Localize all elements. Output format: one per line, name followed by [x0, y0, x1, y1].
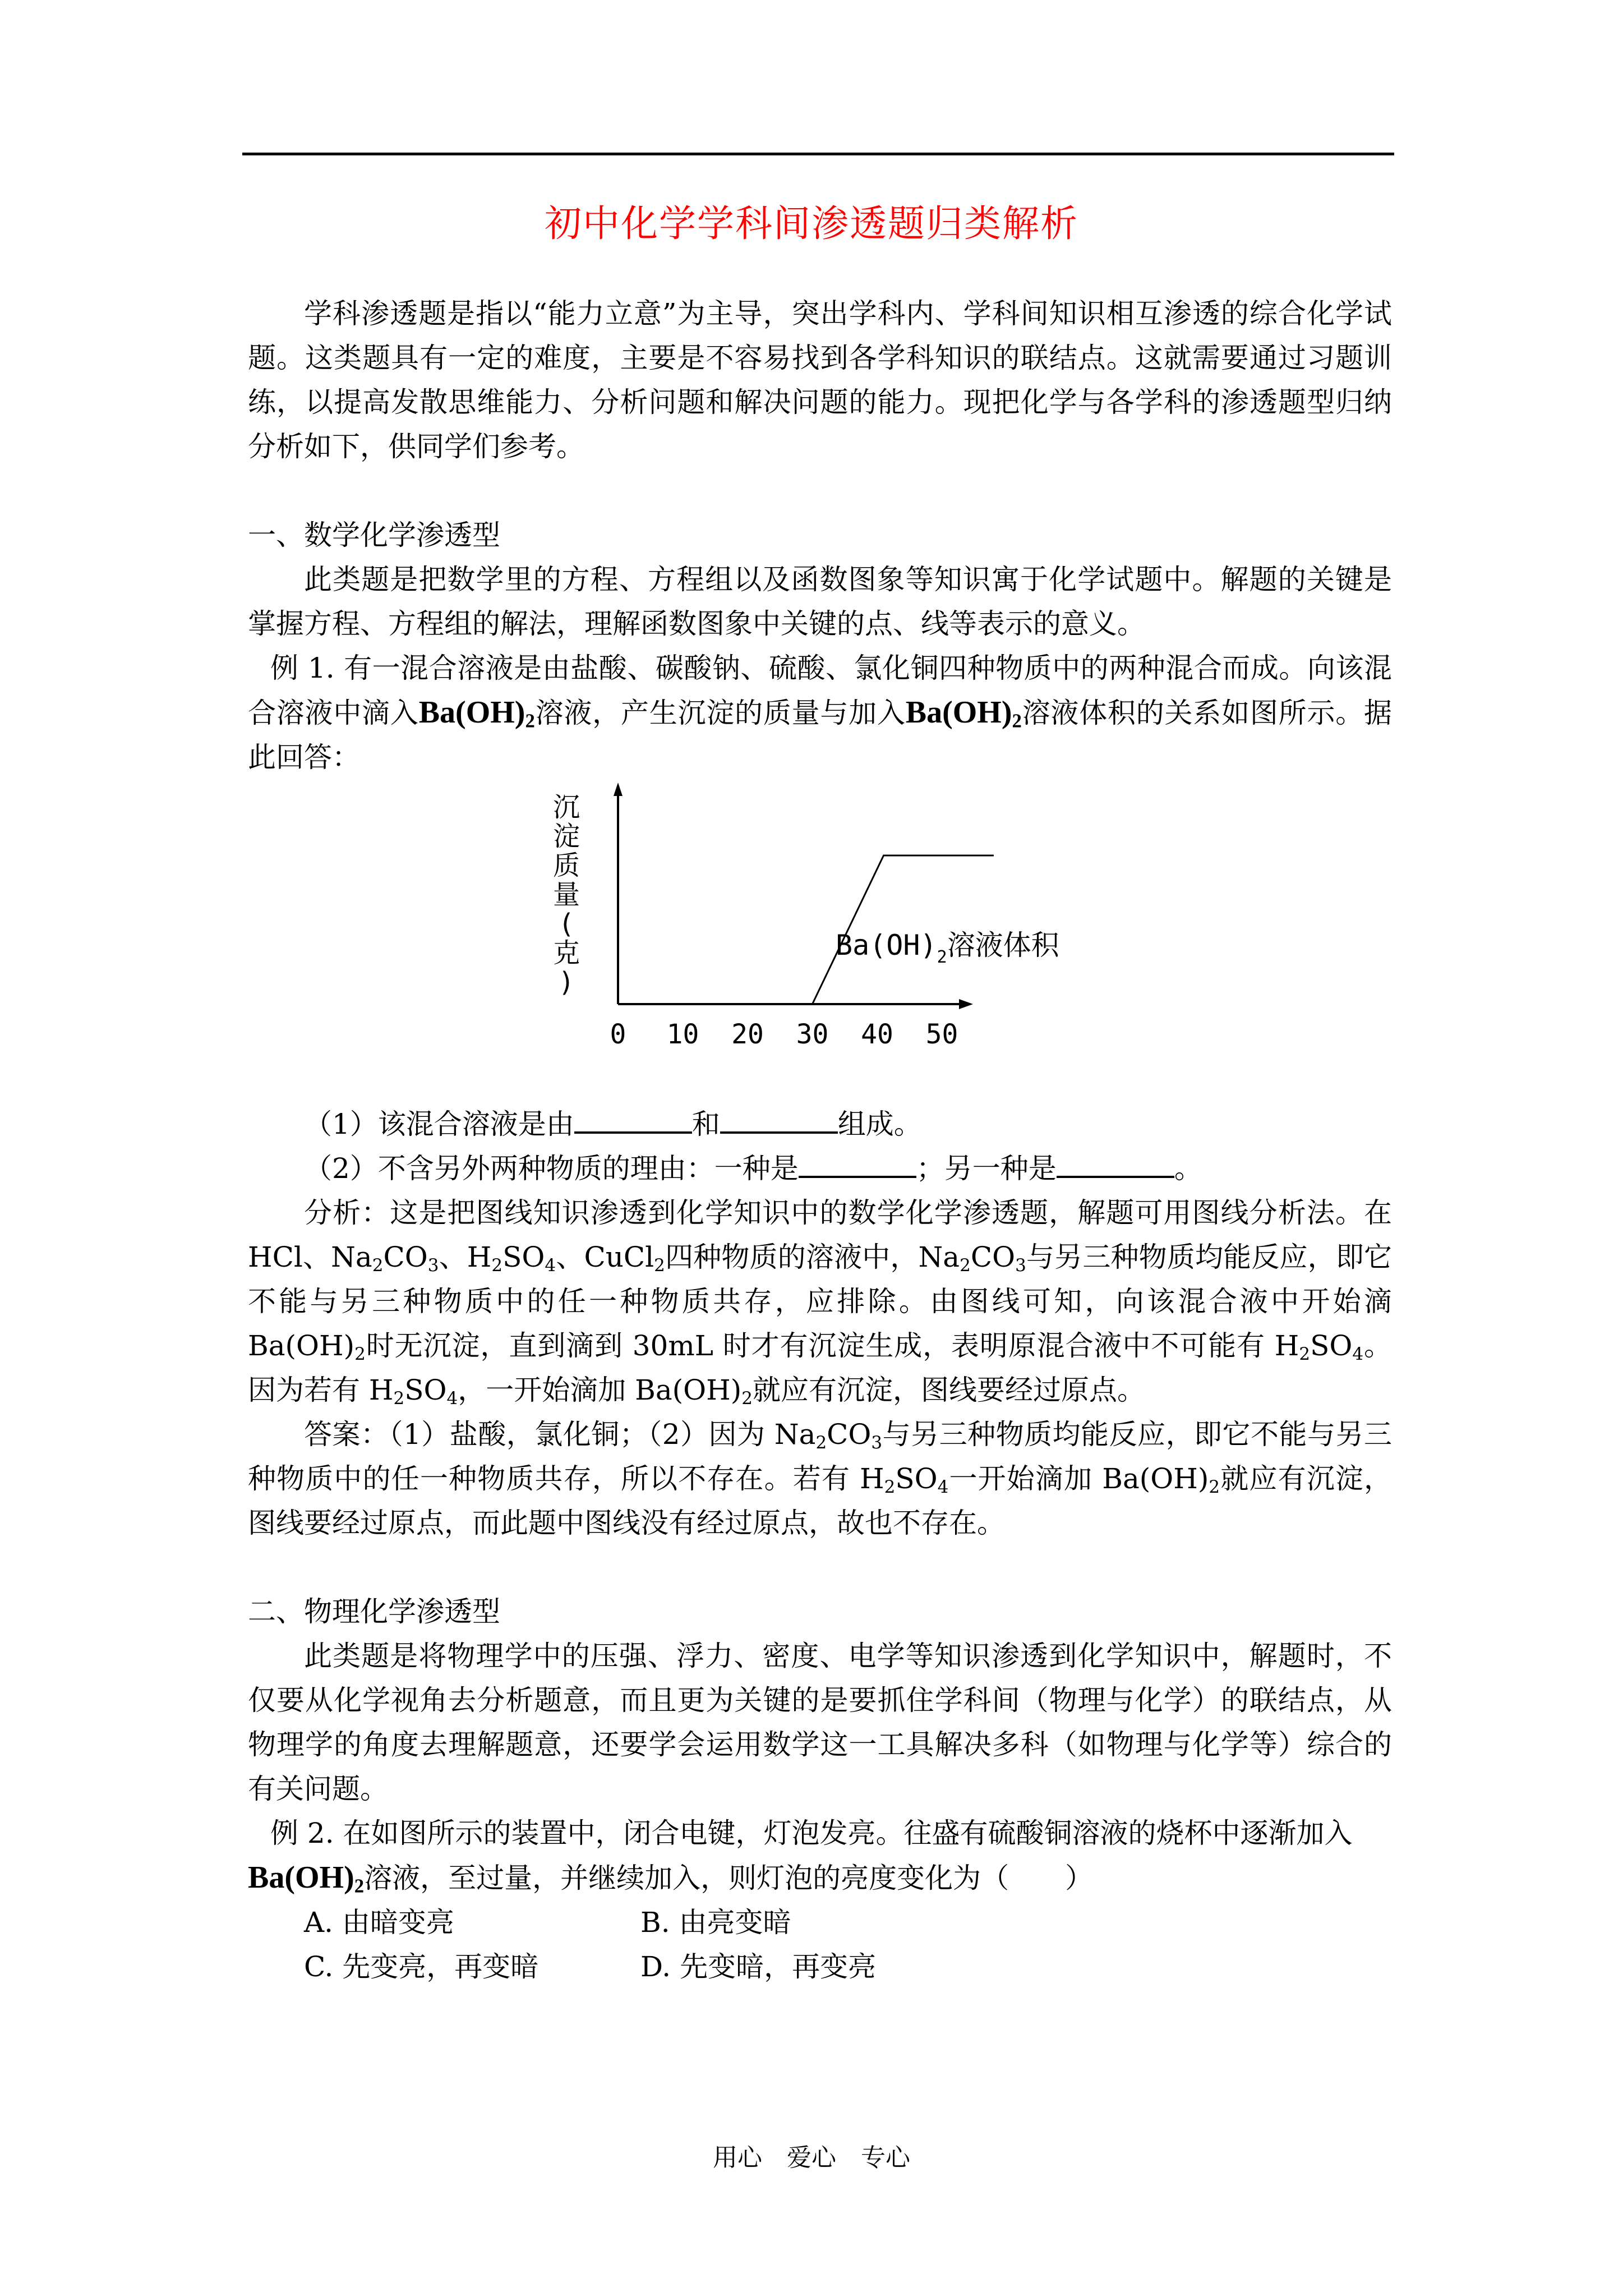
question-2: （2）不含另外两种物质的理由：一种是 ；另一种是 。	[248, 1147, 1392, 1191]
x-tick-labels	[610, 1019, 958, 1050]
x-tick-label: 30	[796, 1019, 829, 1050]
example1-part-b: 溶液，产生沉淀的质量与加入	[534, 697, 906, 729]
y-label-char: (	[558, 908, 575, 940]
header-rule	[242, 153, 1394, 155]
x-tick-label: 40	[861, 1019, 893, 1050]
question-1: （1）该混合溶液是由 和 组成。	[248, 1102, 1392, 1147]
series-line	[618, 855, 994, 1004]
option-c[interactable]: C. 先变亮，再变暗	[304, 1950, 539, 1983]
formula-baoh2: $Ba(OH)_2$	[248, 1860, 365, 1897]
analysis-paragraph: 分析：这是把图线知识渗透到化学知识中的数学化学渗透题，解题可用图线分析法。在 HCl、$Na_2CO_3$、$H_2SO_4$、CuCl$_2$四种物质的溶液中，$Na_2CO_3$与另三种物质均能反应，即它不能与另三种物质中的任一种物质共存，应排除。由图线可知，向该混合液中开始滴 $Ba(OH)_2$时无沉淀，直到滴到 30mL 时才有沉淀生成，表明原混合液中不可能有 $H_2SO_4$。因为若有 $H_2SO_4$，一开始滴加 $Ba(OH)_2$就应有沉淀，图线要经过原点。	[248, 1197, 1392, 1409]
answer-paragraph: 答案：（1）盐酸，氯化铜；（2）因为 $Na_2CO_3$与另三种物质均能反应，即它不能与另三种物质中的任一种物质共存，所以不存在。若有 $H_2SO_4$一开始滴加 $Ba(OH)_2$就应有沉淀，图线要经过原点，而此题中图线没有经过原点，故也不存在。	[248, 1418, 1393, 1539]
y-label-char: 克	[552, 937, 580, 969]
chart-svg	[538, 777, 1133, 1114]
option-a[interactable]: A. 由暗变亮	[304, 1906, 454, 1939]
example1-part-c: 溶液体积的关系如图所示。据此回答：	[248, 697, 1393, 774]
x-tick-label: 20	[731, 1019, 764, 1050]
answer-blank[interactable]	[720, 1103, 838, 1134]
answer-blank[interactable]	[1057, 1148, 1174, 1178]
section1-heading: 一、数学化学渗透型	[248, 519, 500, 551]
y-label-char: 量	[552, 879, 580, 910]
section2-desc: 此类题是将物理学中的压强、浮力、密度、电学等知识渗透到化学知识中，解题时，不仅要从化学视角去分析题意，而且更为关键的是要抓住学科间（物理与化学）的联结点，从物理学的角度去理解题意，还要学会运用数学这一工具解决多科（如物理与化学等）综合的有关问题。	[248, 1640, 1392, 1805]
intro-block	[248, 292, 1392, 780]
formula-baoh2: $Ba(OH)_2$	[418, 695, 535, 732]
document-title: 初中化学学科间渗透题归类解析	[545, 202, 1078, 245]
y-label-char: 质	[552, 850, 580, 881]
page-footer: 用心 爱心 专心	[713, 2143, 910, 2172]
y-label-char: 沉	[552, 792, 580, 823]
precipitate-chart	[538, 777, 1133, 1114]
x-tick-label: 10	[666, 1019, 699, 1050]
section2-heading: 二、物理化学渗透型	[248, 1595, 500, 1628]
option-d[interactable]: D. 先变暗，再变亮	[640, 1950, 877, 1983]
y-label-char: )	[558, 967, 575, 998]
y-axis-arrow	[614, 783, 623, 796]
questions-block	[248, 1102, 1392, 1989]
formula-baoh2: $Ba(OH)_2$	[905, 695, 1022, 732]
x-tick-label: 0	[610, 1019, 626, 1050]
intro-paragraph: 学科渗透题是指以“能力立意”为主导，突出学科内、学科间知识相互渗透的综合化学试题。这类题具有一定的难度，主要是不容易找到各学科知识的联结点。这就需要通过习题训练，以提高发散思维能力、分析问题和解决问题的能力。现把化学与各学科的渗透题型归纳分析如下，供同学们参考。	[248, 297, 1392, 463]
example2-text-cont: $Ba(OH)_2$溶液，至过量，并继续加入，则灯泡的亮度变化为（ ）	[248, 1860, 1094, 1897]
x-axis-arrow	[959, 999, 973, 1009]
answer-blank[interactable]	[574, 1103, 692, 1134]
example2-text: 例 2. 在如图所示的装置中，闭合电键，灯泡发亮。往盛有硫酸铜溶液的烧杯中逐渐加入	[270, 1817, 1353, 1849]
options-grid	[248, 1901, 1392, 1989]
option-b[interactable]: B. 由亮变暗	[640, 1906, 791, 1939]
example1-text	[248, 646, 1392, 780]
section1-desc: 此类题是把数学里的方程、方程组以及函数图象等知识寓于化学试题中。解题的关键是掌握方程、方程组的解法，理解函数图象中关键的点、线等表示的意义。	[248, 563, 1392, 640]
x-tick-label: 50	[925, 1019, 958, 1050]
answer-blank[interactable]	[799, 1148, 916, 1178]
y-axis-label	[553, 792, 580, 998]
y-label-char: 淀	[552, 821, 580, 852]
example1-part-a: 例 1. 有一混合溶液是由盐酸、碳酸钠、硫酸、氯化铜四种物质中的两种混合而成。向该混合溶液中滴入	[248, 652, 1392, 729]
x-axis-label: $Ba(OH)_2$溶液体积	[836, 929, 1059, 967]
